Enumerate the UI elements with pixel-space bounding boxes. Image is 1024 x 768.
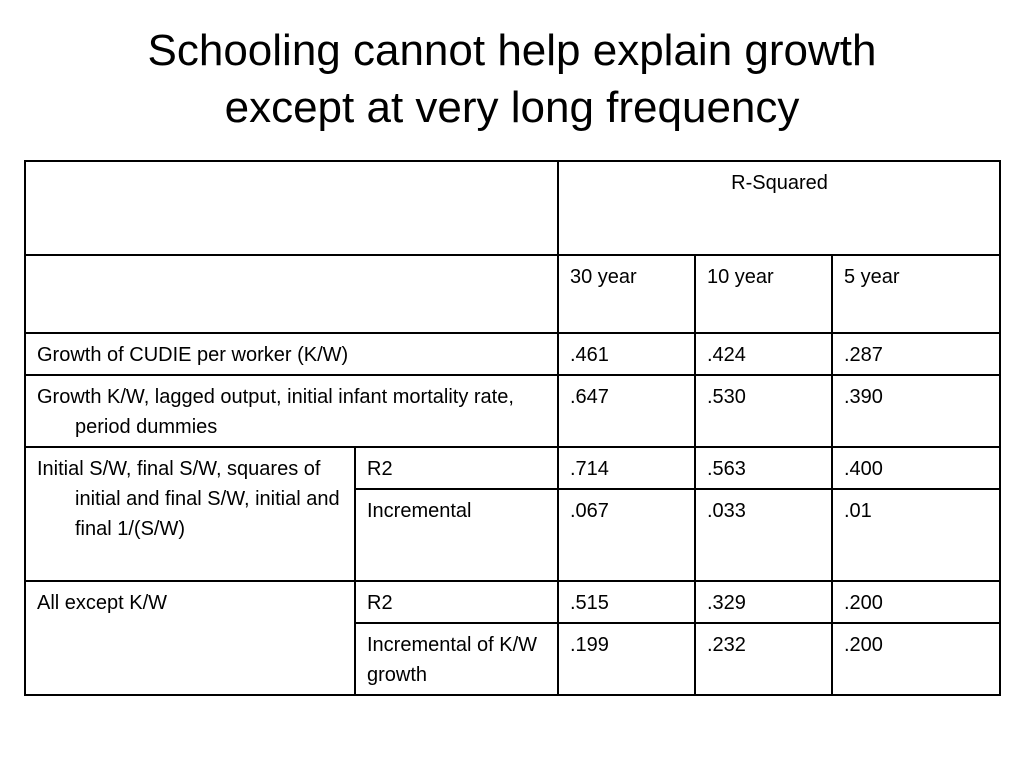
slide-title-line-2: except at very long frequency	[224, 83, 800, 132]
table-row	[25, 447, 1000, 489]
row-sublabel: Incremental of K/W growth	[355, 623, 558, 695]
row-label-text: Initial S/W, final S/W, squares of initial and final S/W, initial and final 1/(S/W)	[37, 458, 340, 540]
row-label-text: All except K/W	[37, 592, 168, 614]
header-empty-cell	[25, 161, 558, 255]
table-cell: .287	[832, 333, 1000, 375]
table-cell: .200	[832, 623, 1000, 695]
table-cell: .329	[695, 581, 832, 623]
column-header-30-year: 30 year	[558, 255, 695, 333]
table-cell: .461	[558, 333, 695, 375]
table-cell: .515	[558, 581, 695, 623]
r-squared-table	[24, 160, 1001, 696]
table-subheader-row	[25, 255, 1000, 333]
table-row	[25, 375, 1000, 447]
table-header-row	[25, 161, 1000, 255]
table-row	[25, 333, 1000, 375]
row-sublabel: R2	[355, 581, 558, 623]
row-sublabel: Incremental	[355, 489, 558, 581]
row-label	[25, 581, 355, 695]
row-label-text: Growth of CUDIE per worker (K/W)	[37, 344, 349, 366]
slide-title	[0, 22, 1024, 136]
table-cell: .390	[832, 375, 1000, 447]
slide-title-line-1: Schooling cannot help explain growth	[147, 26, 877, 75]
table-cell: .199	[558, 623, 695, 695]
row-label	[25, 333, 558, 375]
table-cell: .714	[558, 447, 695, 489]
table-cell: .01	[832, 489, 1000, 581]
table-cell: .067	[558, 489, 695, 581]
subheader-empty-cell	[25, 255, 558, 333]
table-cell: .400	[832, 447, 1000, 489]
table-row	[25, 581, 1000, 623]
table-cell: .200	[832, 581, 1000, 623]
row-label	[25, 375, 558, 447]
table-cell: .530	[695, 375, 832, 447]
column-header-5-year: 5 year	[832, 255, 1000, 333]
row-label	[25, 447, 355, 581]
table-cell: .563	[695, 447, 832, 489]
row-sublabel: R2	[355, 447, 558, 489]
row-label-text: Growth K/W, lagged output, initial infant mortality rate, period dummies	[37, 386, 514, 438]
table-cell: .232	[695, 623, 832, 695]
table-cell: .033	[695, 489, 832, 581]
table-cell: .647	[558, 375, 695, 447]
r-squared-header: R-Squared	[558, 161, 1000, 255]
table-cell: .424	[695, 333, 832, 375]
column-header-10-year: 10 year	[695, 255, 832, 333]
